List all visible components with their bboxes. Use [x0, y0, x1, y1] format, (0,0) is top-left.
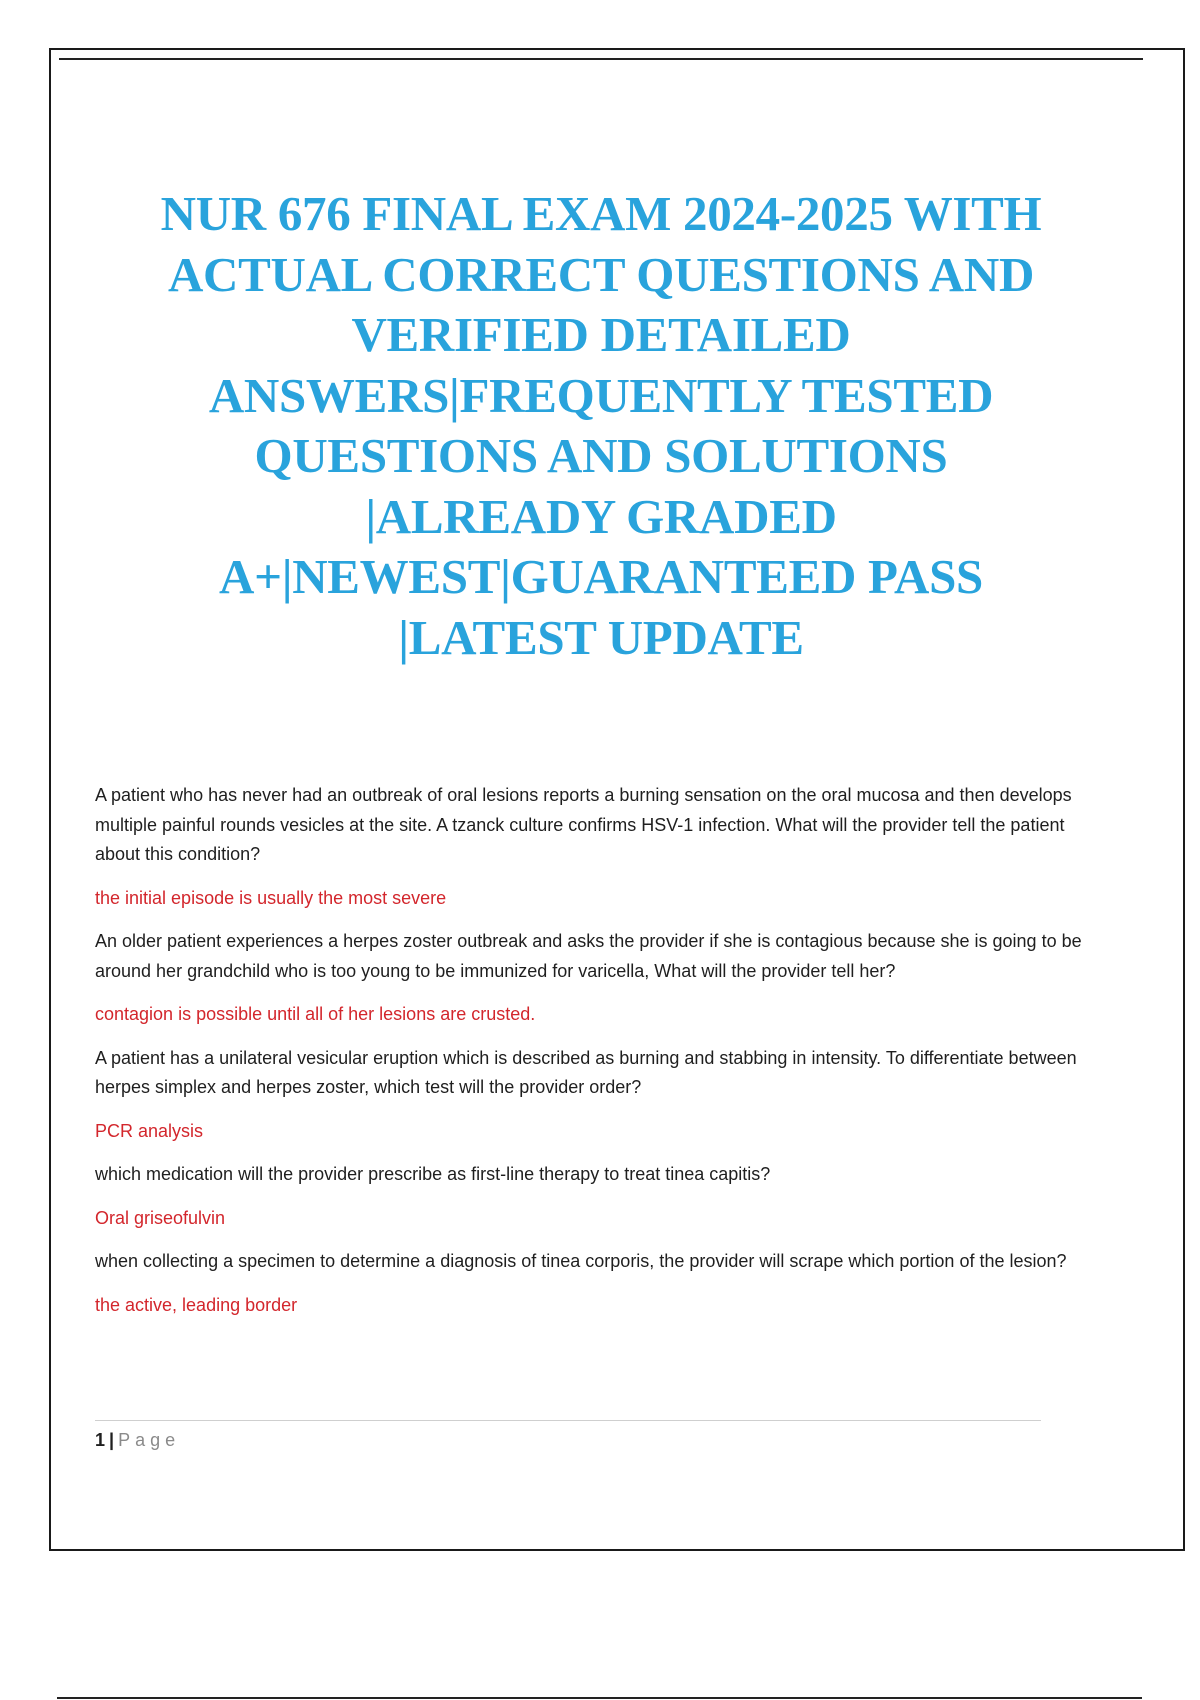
answer-text: the active, leading border — [95, 1294, 298, 1315]
answer-text: PCR analysis — [95, 1120, 204, 1141]
question-text: An older patient experiences a herpes zoster outbreak and asks the provider if she is contagious because she is going to be around her grandchild who is too young to be immunized for varicella, What will the provider tell her? — [95, 931, 1082, 981]
answer-text: the initial episode is usually the most severe — [95, 887, 447, 908]
question-text: A patient has a unilateral vesicular eruption which is described as burning and stabbing in intensity. To differentiate between herpes simplex and herpes zoster, which test will the provider order? — [95, 1047, 1077, 1097]
title-line: |LATEST UPDATE — [398, 609, 804, 665]
question-text: when collecting a specimen to determine a diagnosis of tinea corporis, the provider will scrape which portion of the lesion? — [95, 1251, 1067, 1271]
question-text: A patient who has never had an outbreak of oral lesions reports a burning sensation on the oral mucosa and then develops multiple painful rounds vesicles at the site. A tzanck culture confirms HSV-1 infection. What will the provider tell the patient about this condition? — [95, 785, 1072, 864]
title-line: VERIFIED DETAILED — [351, 307, 851, 362]
question-text: which medication will the provider prescribe as first-line therapy to treat tinea capitis? — [95, 1164, 771, 1184]
title-line: ANSWERS|FREQUENTLY TESTED — [208, 367, 994, 423]
page-number: 1 — [95, 1430, 106, 1450]
qa-item — [95, 781, 1085, 913]
answer-text: Oral griseofulvin — [95, 1207, 226, 1228]
title-line: A+|NEWEST|GUARANTEED PASS — [219, 549, 983, 604]
page-label: Page — [118, 1430, 181, 1450]
qa-item — [95, 1160, 1085, 1233]
qa-item — [95, 1044, 1085, 1147]
document-title — [131, 184, 1071, 668]
qa-item — [95, 1247, 1085, 1320]
question-answer-list — [95, 781, 1085, 1334]
title-line: |ALREADY GRADED — [365, 488, 837, 544]
qa-item — [95, 927, 1085, 1030]
page-separator: | — [109, 1430, 115, 1450]
answer-text: contagion is possible until all of her lesions are crusted. — [95, 1004, 536, 1024]
page-footer — [95, 1428, 180, 1452]
title-line: QUESTIONS AND SOLUTIONS — [254, 428, 948, 483]
top-rule — [59, 58, 1143, 60]
footer-rule — [95, 1420, 1041, 1421]
title-line: NUR 676 FINAL EXAM 2024-2025 WITH — [160, 186, 1042, 241]
bottom-rule — [57, 1697, 1142, 1699]
title-line: ACTUAL CORRECT QUESTIONS AND — [167, 246, 1035, 302]
